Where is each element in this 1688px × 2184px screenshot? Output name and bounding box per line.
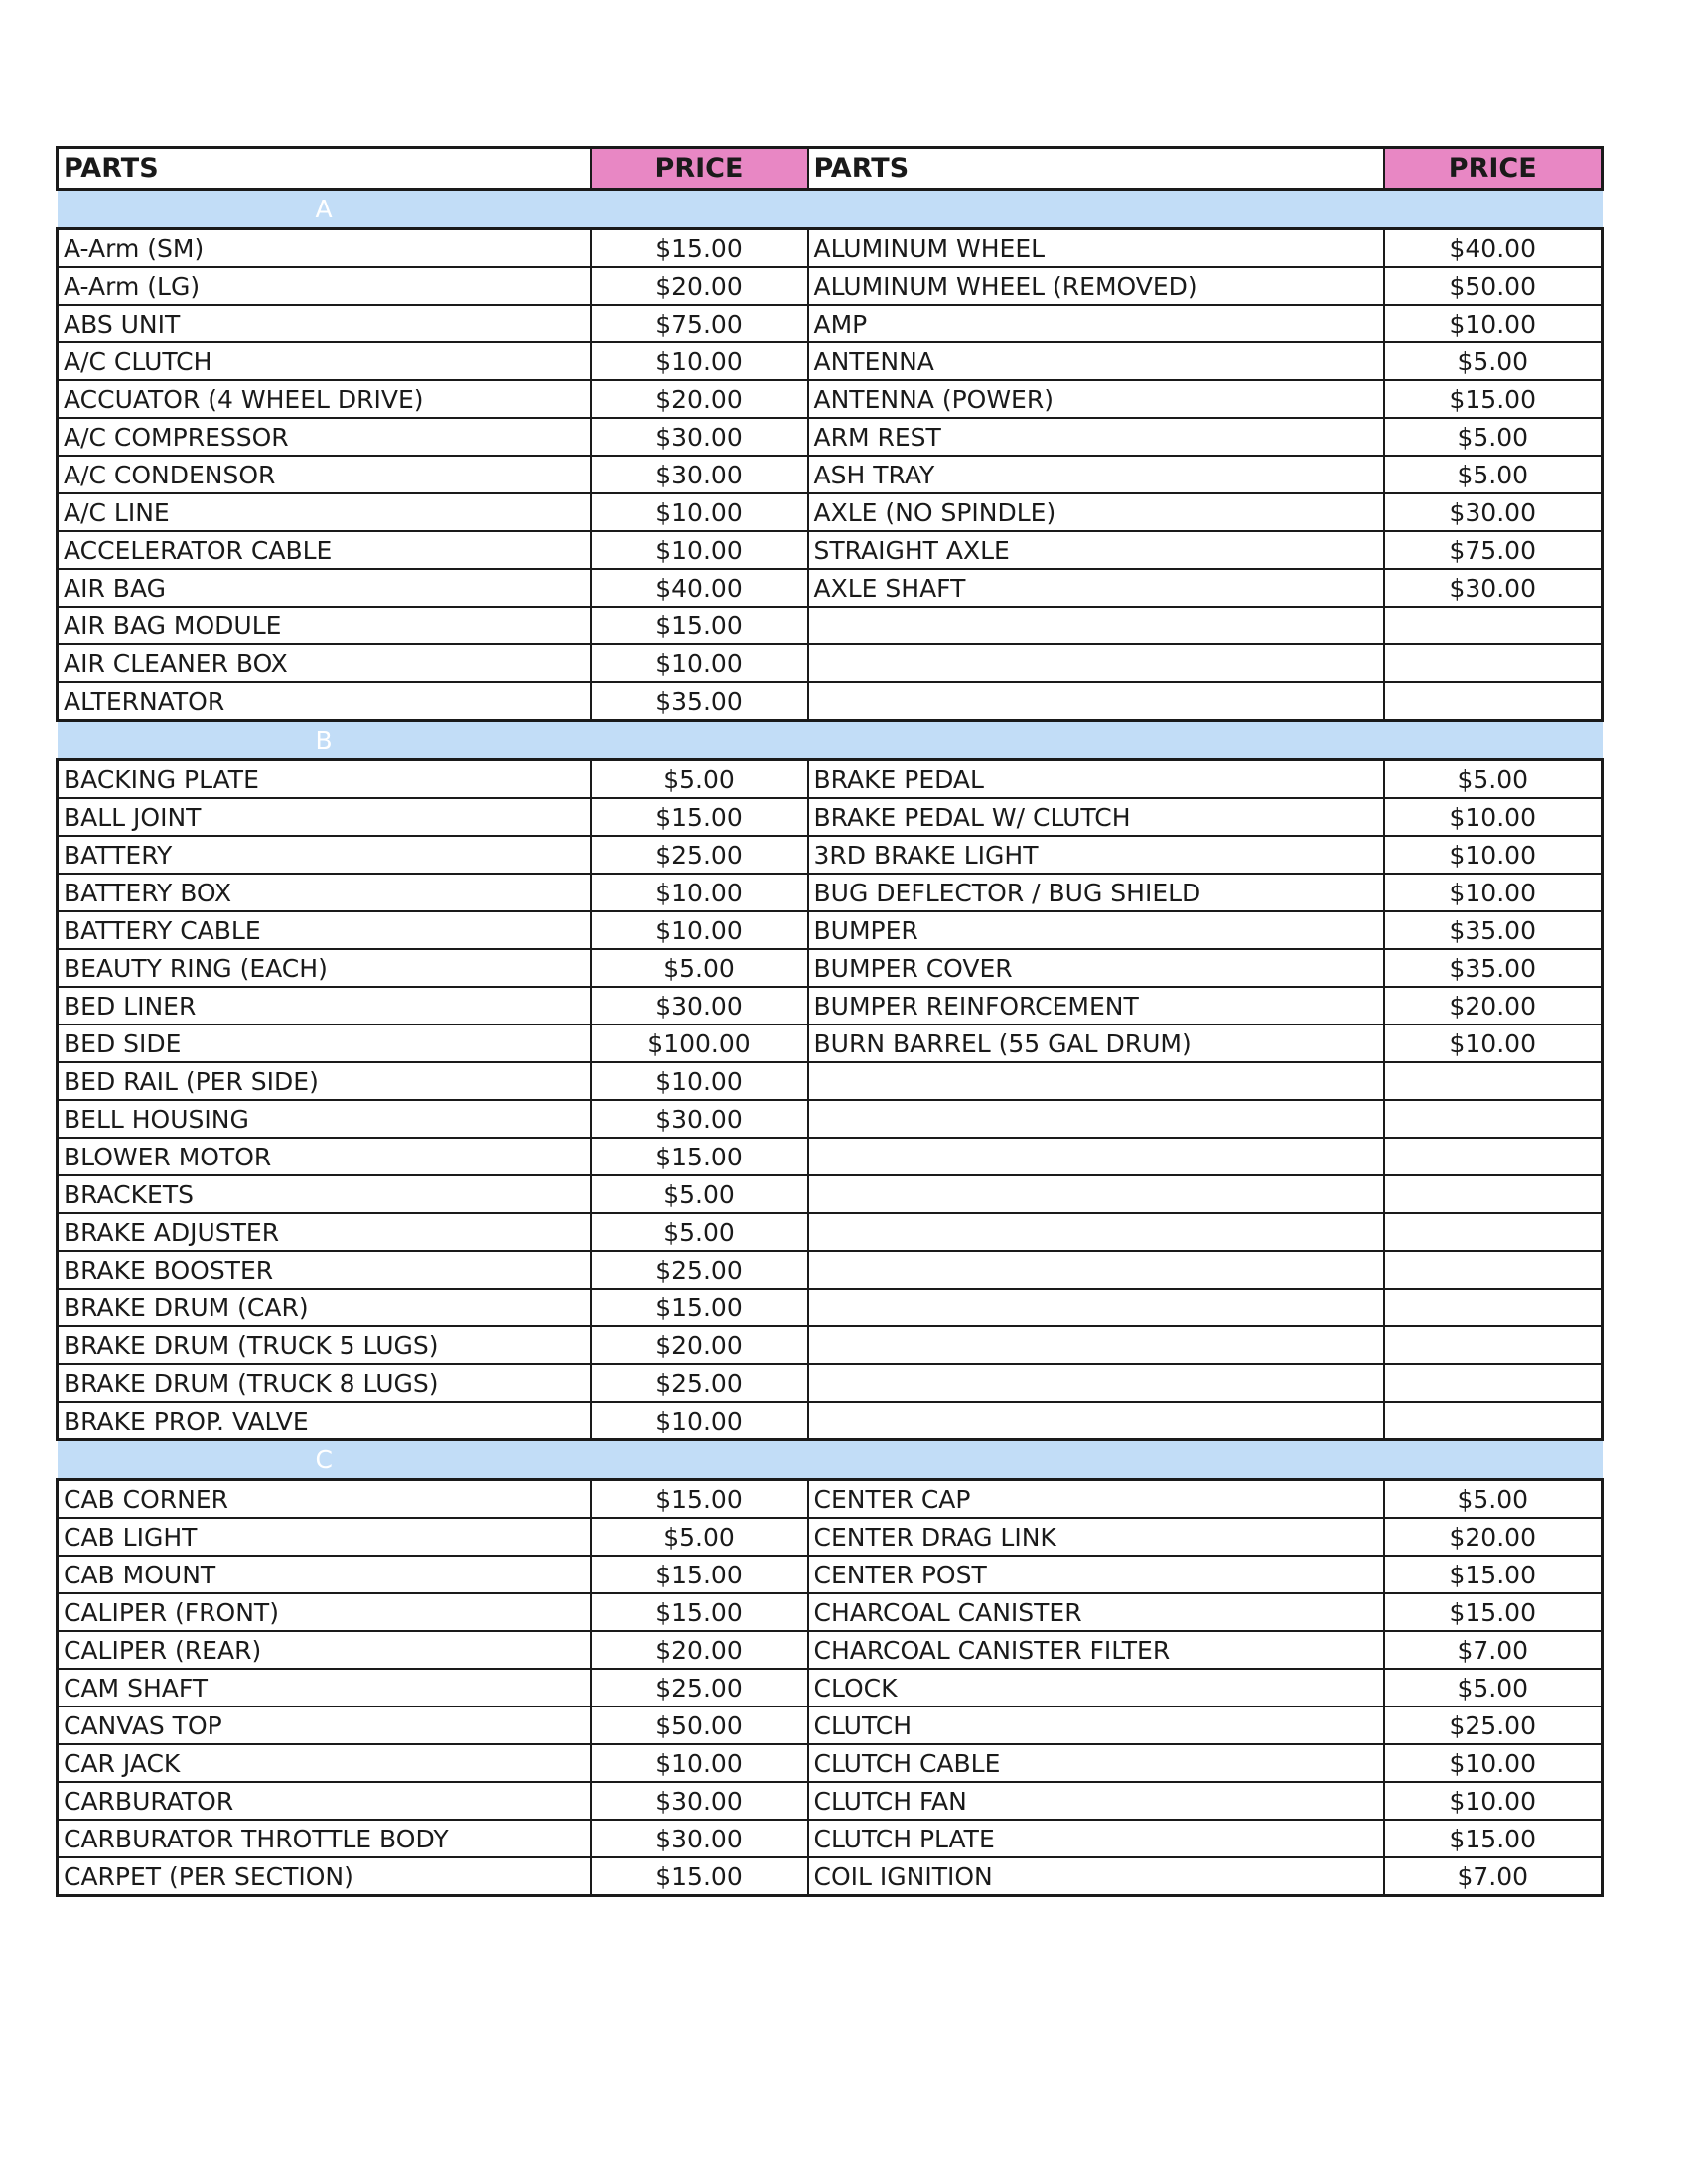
left-part-cell: A-Arm (SM) [58, 229, 591, 268]
left-part-cell: BRAKE DRUM (CAR) [58, 1289, 591, 1326]
left-price-cell: $30.00 [591, 418, 808, 456]
right-part-cell: BUMPER [808, 911, 1384, 949]
left-price-cell: $10.00 [591, 1402, 808, 1440]
left-price-cell: $50.00 [591, 1706, 808, 1744]
right-price-cell: $25.00 [1384, 1706, 1603, 1744]
left-part-cell: BRAKE DRUM (TRUCK 5 LUGS) [58, 1326, 591, 1364]
left-price-cell: $10.00 [591, 644, 808, 682]
left-part-cell: CAM SHAFT [58, 1669, 591, 1706]
right-part-cell: BUMPER REINFORCEMENT [808, 987, 1384, 1024]
left-price-cell: $20.00 [591, 1326, 808, 1364]
section-letter: C [58, 1440, 1603, 1480]
left-part-cell: BED RAIL (PER SIDE) [58, 1062, 591, 1100]
parts-header-right: PARTS [808, 148, 1384, 190]
left-part-cell: BRAKE DRUM (TRUCK 8 LUGS) [58, 1364, 591, 1402]
right-part-cell [808, 1326, 1384, 1364]
table-row [58, 456, 1603, 493]
left-part-cell: BATTERY [58, 836, 591, 874]
left-price-cell: $10.00 [591, 342, 808, 380]
table-row [58, 1820, 1603, 1857]
left-part-cell: A/C CONDENSOR [58, 456, 591, 493]
parts-header-left: PARTS [58, 148, 591, 190]
table-row [58, 1138, 1603, 1175]
right-price-cell: $20.00 [1384, 987, 1603, 1024]
right-price-cell: $5.00 [1384, 1669, 1603, 1706]
right-price-cell: $7.00 [1384, 1631, 1603, 1669]
header-row [58, 148, 1603, 190]
right-part-cell [808, 1138, 1384, 1175]
table-row [58, 569, 1603, 607]
right-price-cell: $20.00 [1384, 1518, 1603, 1556]
left-part-cell: CAR JACK [58, 1744, 591, 1782]
left-part-cell: ALTERNATOR [58, 682, 591, 721]
left-price-cell: $25.00 [591, 1364, 808, 1402]
left-price-cell: $30.00 [591, 1820, 808, 1857]
right-price-cell [1384, 682, 1603, 721]
left-price-cell: $15.00 [591, 1480, 808, 1519]
right-part-cell: ALUMINUM WHEEL (REMOVED) [808, 267, 1384, 305]
right-part-cell [808, 1402, 1384, 1440]
table-row [58, 949, 1603, 987]
left-part-cell: CAB LIGHT [58, 1518, 591, 1556]
left-part-cell: AIR CLEANER BOX [58, 644, 591, 682]
right-part-cell: CLUTCH PLATE [808, 1820, 1384, 1857]
price-header-right: PRICE [1384, 148, 1603, 190]
left-price-cell: $75.00 [591, 305, 808, 342]
right-price-cell [1384, 644, 1603, 682]
left-price-cell: $30.00 [591, 1100, 808, 1138]
table-row [58, 1062, 1603, 1100]
table-row [58, 1857, 1603, 1896]
parts-price-table [56, 146, 1604, 1897]
right-price-cell: $5.00 [1384, 456, 1603, 493]
table-row [58, 342, 1603, 380]
table-row [58, 911, 1603, 949]
right-part-cell: ALUMINUM WHEEL [808, 229, 1384, 268]
right-price-cell [1384, 1251, 1603, 1289]
right-price-cell: $10.00 [1384, 1024, 1603, 1062]
left-price-cell: $30.00 [591, 456, 808, 493]
left-price-cell: $20.00 [591, 380, 808, 418]
left-part-cell: BATTERY BOX [58, 874, 591, 911]
right-part-cell: ANTENNA [808, 342, 1384, 380]
table-row [58, 1782, 1603, 1820]
right-price-cell: $30.00 [1384, 493, 1603, 531]
right-price-cell: $10.00 [1384, 305, 1603, 342]
left-price-cell: $5.00 [591, 1175, 808, 1213]
right-part-cell [808, 1213, 1384, 1251]
right-part-cell: CENTER DRAG LINK [808, 1518, 1384, 1556]
table-row [58, 760, 1603, 799]
right-part-cell: STRAIGHT AXLE [808, 531, 1384, 569]
right-part-cell [808, 1175, 1384, 1213]
table-row [58, 836, 1603, 874]
right-price-cell [1384, 1289, 1603, 1326]
right-price-cell: $15.00 [1384, 380, 1603, 418]
left-part-cell: BEAUTY RING (EACH) [58, 949, 591, 987]
right-price-cell: $7.00 [1384, 1857, 1603, 1896]
right-price-cell: $10.00 [1384, 798, 1603, 836]
right-part-cell: BRAKE PEDAL [808, 760, 1384, 799]
table-row [58, 607, 1603, 644]
right-price-cell: $15.00 [1384, 1593, 1603, 1631]
left-part-cell: A/C COMPRESSOR [58, 418, 591, 456]
right-part-cell: CENTER POST [808, 1556, 1384, 1593]
left-price-cell: $15.00 [591, 1556, 808, 1593]
left-part-cell: BRAKE ADJUSTER [58, 1213, 591, 1251]
left-part-cell: CAB CORNER [58, 1480, 591, 1519]
right-price-cell [1384, 607, 1603, 644]
table-row [58, 1706, 1603, 1744]
table-row [58, 1556, 1603, 1593]
right-part-cell [808, 644, 1384, 682]
right-price-cell: $75.00 [1384, 531, 1603, 569]
left-price-cell: $10.00 [591, 1744, 808, 1782]
left-price-cell: $5.00 [591, 1213, 808, 1251]
right-price-cell: $35.00 [1384, 911, 1603, 949]
table-row [58, 1251, 1603, 1289]
right-price-cell: $50.00 [1384, 267, 1603, 305]
right-part-cell: AMP [808, 305, 1384, 342]
left-price-cell: $10.00 [591, 1062, 808, 1100]
right-part-cell: ASH TRAY [808, 456, 1384, 493]
left-part-cell: CARBURATOR [58, 1782, 591, 1820]
right-part-cell [808, 607, 1384, 644]
right-price-cell [1384, 1402, 1603, 1440]
left-part-cell: BED LINER [58, 987, 591, 1024]
table-row [58, 229, 1603, 268]
right-part-cell [808, 1100, 1384, 1138]
left-part-cell: ACCELERATOR CABLE [58, 531, 591, 569]
right-part-cell: AXLE (NO SPINDLE) [808, 493, 1384, 531]
left-price-cell: $25.00 [591, 1251, 808, 1289]
right-part-cell: CLUTCH FAN [808, 1782, 1384, 1820]
table-row [58, 1364, 1603, 1402]
right-part-cell: COIL IGNITION [808, 1857, 1384, 1896]
right-price-cell: $5.00 [1384, 418, 1603, 456]
table-row [58, 418, 1603, 456]
table-row [58, 493, 1603, 531]
left-price-cell: $10.00 [591, 911, 808, 949]
table-row [58, 1480, 1603, 1519]
right-price-cell: $10.00 [1384, 874, 1603, 911]
right-price-cell: $5.00 [1384, 760, 1603, 799]
right-part-cell [808, 1289, 1384, 1326]
left-price-cell: $15.00 [591, 1138, 808, 1175]
right-part-cell [808, 1062, 1384, 1100]
right-price-cell [1384, 1062, 1603, 1100]
right-part-cell: BRAKE PEDAL W/ CLUTCH [808, 798, 1384, 836]
right-part-cell: ANTENNA (POWER) [808, 380, 1384, 418]
right-part-cell: ARM REST [808, 418, 1384, 456]
table-row [58, 874, 1603, 911]
left-price-cell: $100.00 [591, 1024, 808, 1062]
left-part-cell: BATTERY CABLE [58, 911, 591, 949]
right-part-cell [808, 1251, 1384, 1289]
right-price-cell: $10.00 [1384, 1782, 1603, 1820]
left-price-cell: $5.00 [591, 949, 808, 987]
left-price-cell: $25.00 [591, 836, 808, 874]
left-part-cell: AIR BAG [58, 569, 591, 607]
left-part-cell: CALIPER (REAR) [58, 1631, 591, 1669]
left-part-cell: A/C LINE [58, 493, 591, 531]
right-price-cell [1384, 1100, 1603, 1138]
table-row [58, 1175, 1603, 1213]
left-price-cell: $15.00 [591, 229, 808, 268]
right-part-cell: CHARCOAL CANISTER FILTER [808, 1631, 1384, 1669]
table-row [58, 267, 1603, 305]
table-row [58, 531, 1603, 569]
left-part-cell: AIR BAG MODULE [58, 607, 591, 644]
left-price-cell: $5.00 [591, 760, 808, 799]
table-row [58, 380, 1603, 418]
left-price-cell: $5.00 [591, 1518, 808, 1556]
right-part-cell: AXLE SHAFT [808, 569, 1384, 607]
right-part-cell [808, 682, 1384, 721]
right-part-cell: CLOCK [808, 1669, 1384, 1706]
right-price-cell [1384, 1364, 1603, 1402]
right-price-cell: $10.00 [1384, 1744, 1603, 1782]
left-part-cell: BED SIDE [58, 1024, 591, 1062]
right-price-cell: $15.00 [1384, 1556, 1603, 1593]
left-price-cell: $15.00 [591, 607, 808, 644]
left-price-cell: $10.00 [591, 531, 808, 569]
table-row [58, 987, 1603, 1024]
table-row [58, 1289, 1603, 1326]
right-price-cell: $5.00 [1384, 1480, 1603, 1519]
table-row [58, 1593, 1603, 1631]
section-letter: A [58, 190, 1603, 229]
left-price-cell: $30.00 [591, 1782, 808, 1820]
left-price-cell: $25.00 [591, 1669, 808, 1706]
section-row-b [58, 721, 1603, 760]
right-part-cell [808, 1364, 1384, 1402]
left-part-cell: BELL HOUSING [58, 1100, 591, 1138]
right-price-cell: $35.00 [1384, 949, 1603, 987]
price-header-left: PRICE [591, 148, 808, 190]
left-part-cell: BACKING PLATE [58, 760, 591, 799]
left-part-cell: BLOWER MOTOR [58, 1138, 591, 1175]
right-part-cell: BUG DEFLECTOR / BUG SHIELD [808, 874, 1384, 911]
section-row-a [58, 190, 1603, 229]
right-part-cell: CLUTCH [808, 1706, 1384, 1744]
left-part-cell: CARPET (PER SECTION) [58, 1857, 591, 1896]
right-price-cell: $30.00 [1384, 569, 1603, 607]
right-price-cell [1384, 1175, 1603, 1213]
left-part-cell: BRAKE BOOSTER [58, 1251, 591, 1289]
right-part-cell: 3RD BRAKE LIGHT [808, 836, 1384, 874]
table-row [58, 1669, 1603, 1706]
table-row [58, 798, 1603, 836]
left-part-cell: ACCUATOR (4 WHEEL DRIVE) [58, 380, 591, 418]
left-part-cell: A/C CLUTCH [58, 342, 591, 380]
table-row [58, 644, 1603, 682]
right-part-cell: BURN BARREL (55 GAL DRUM) [808, 1024, 1384, 1062]
left-price-cell: $10.00 [591, 493, 808, 531]
left-price-cell: $40.00 [591, 569, 808, 607]
right-part-cell: CENTER CAP [808, 1480, 1384, 1519]
left-price-cell: $35.00 [591, 682, 808, 721]
right-price-cell: $15.00 [1384, 1820, 1603, 1857]
table-row [58, 1100, 1603, 1138]
left-price-cell: $15.00 [591, 1289, 808, 1326]
left-part-cell: CARBURATOR THROTTLE BODY [58, 1820, 591, 1857]
left-part-cell: CANVAS TOP [58, 1706, 591, 1744]
right-price-cell [1384, 1326, 1603, 1364]
right-price-cell: $40.00 [1384, 229, 1603, 268]
left-price-cell: $20.00 [591, 267, 808, 305]
right-price-cell: $5.00 [1384, 342, 1603, 380]
section-row-c [58, 1440, 1603, 1480]
table-row [58, 1213, 1603, 1251]
left-price-cell: $15.00 [591, 798, 808, 836]
table-row [58, 1024, 1603, 1062]
left-price-cell: $20.00 [591, 1631, 808, 1669]
left-part-cell: ABS UNIT [58, 305, 591, 342]
right-part-cell: BUMPER COVER [808, 949, 1384, 987]
table-row [58, 1744, 1603, 1782]
section-letter: B [58, 721, 1603, 760]
left-part-cell: BRACKETS [58, 1175, 591, 1213]
right-price-cell [1384, 1138, 1603, 1175]
table-row [58, 305, 1603, 342]
table-row [58, 682, 1603, 721]
left-part-cell: A-Arm (LG) [58, 267, 591, 305]
table-row [58, 1402, 1603, 1440]
table-row [58, 1518, 1603, 1556]
left-price-cell: $10.00 [591, 874, 808, 911]
left-price-cell: $30.00 [591, 987, 808, 1024]
right-part-cell: CLUTCH CABLE [808, 1744, 1384, 1782]
left-part-cell: CALIPER (FRONT) [58, 1593, 591, 1631]
left-price-cell: $15.00 [591, 1857, 808, 1896]
right-part-cell: CHARCOAL CANISTER [808, 1593, 1384, 1631]
left-price-cell: $15.00 [591, 1593, 808, 1631]
table-row [58, 1631, 1603, 1669]
left-part-cell: BALL JOINT [58, 798, 591, 836]
table-row [58, 1326, 1603, 1364]
parts-price-table-body [58, 148, 1603, 1896]
left-part-cell: BRAKE PROP. VALVE [58, 1402, 591, 1440]
left-part-cell: CAB MOUNT [58, 1556, 591, 1593]
right-price-cell [1384, 1213, 1603, 1251]
right-price-cell: $10.00 [1384, 836, 1603, 874]
